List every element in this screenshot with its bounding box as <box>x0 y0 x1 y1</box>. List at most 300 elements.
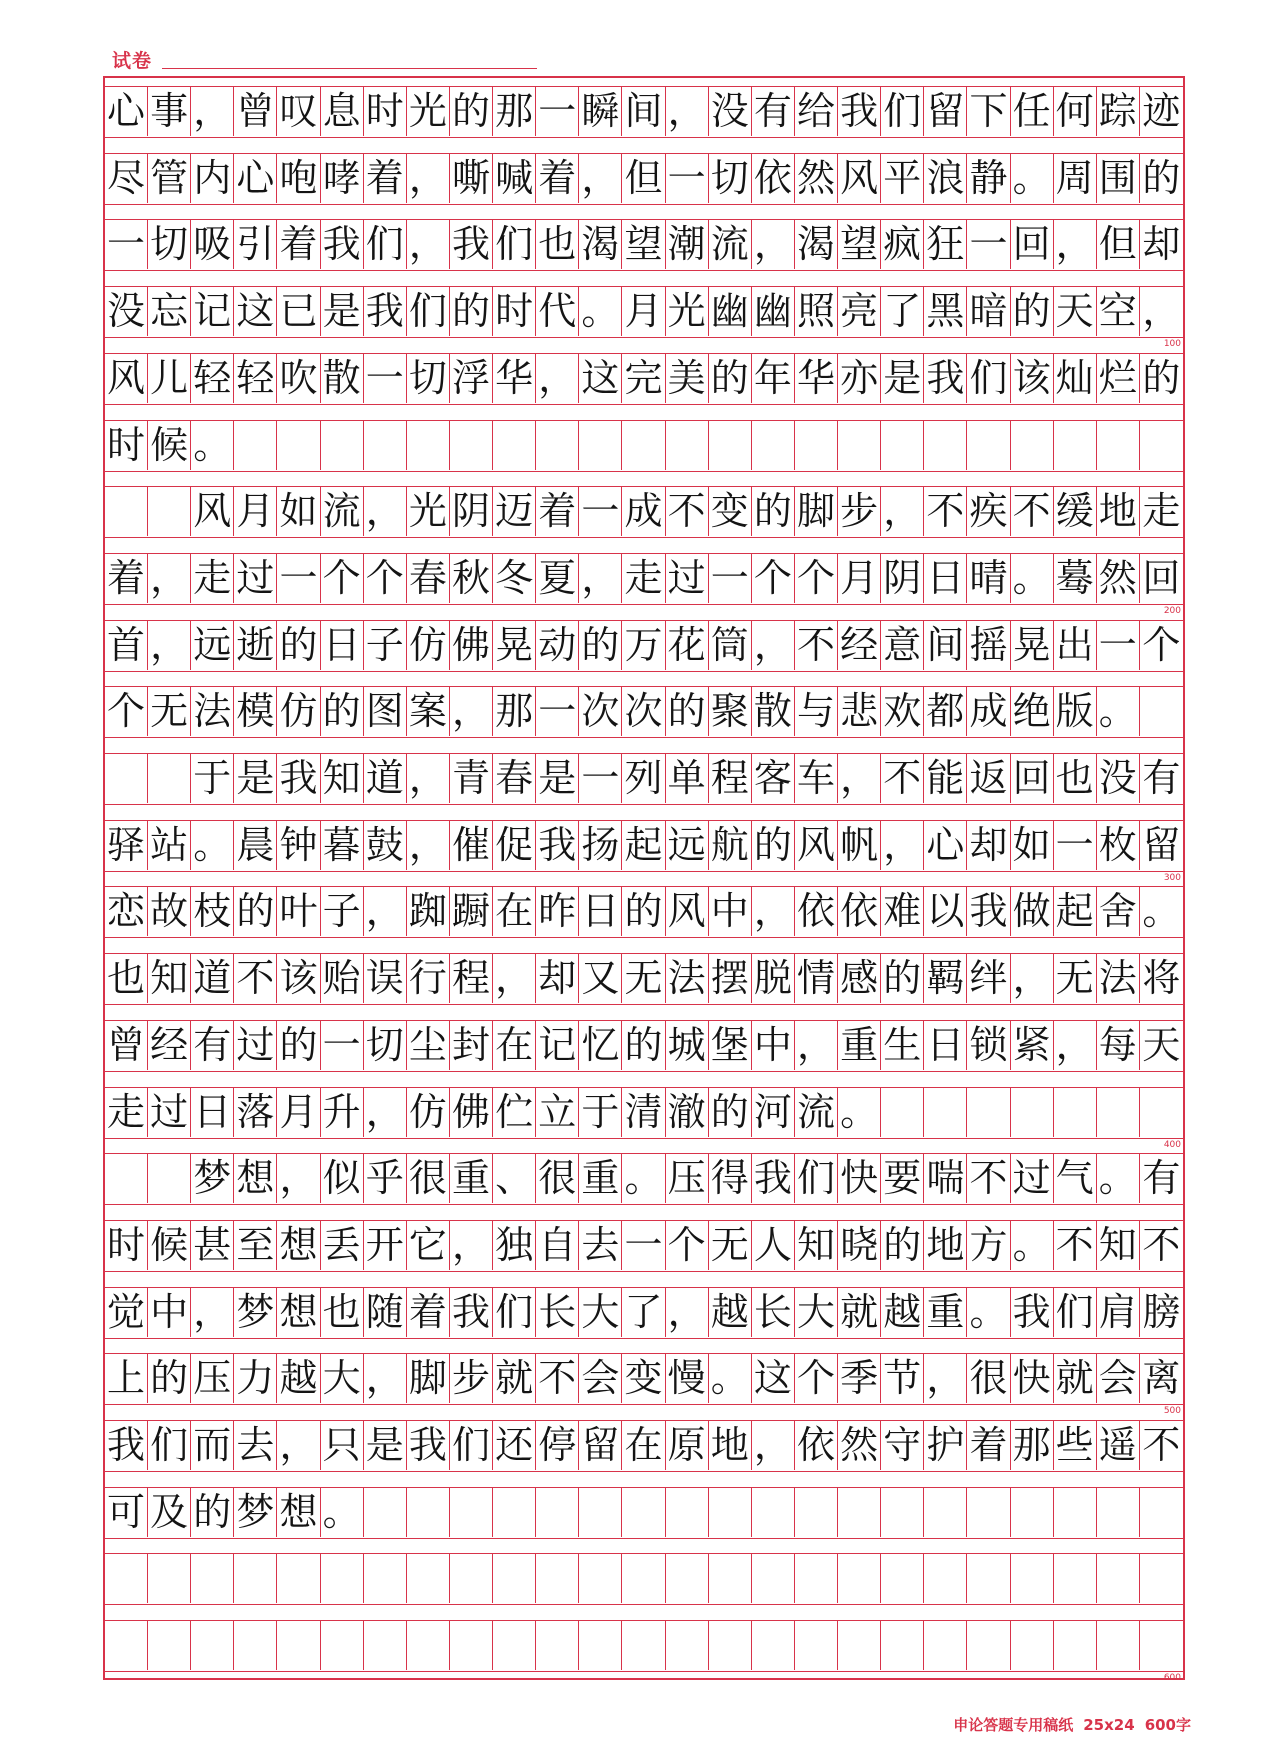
grid-cell: 封 <box>450 1021 493 1070</box>
grid-cell: 的 <box>277 621 320 670</box>
grid-cell: ， <box>277 1421 320 1470</box>
grid-row <box>105 1487 1183 1539</box>
grid-cell: 不 <box>1142 1423 1181 1467</box>
grid-cell <box>364 1488 407 1537</box>
grid-cell: 该 <box>1011 354 1054 403</box>
grid-cell: ， <box>277 1154 320 1203</box>
grid-cell: 日 <box>924 1021 967 1070</box>
paper-footer <box>943 1714 1191 1735</box>
grid-cell: 时 <box>105 421 148 470</box>
grid-cell: 随 <box>364 1288 407 1337</box>
grid-cell: 枝 <box>191 887 234 936</box>
grid-cell <box>881 1621 924 1670</box>
grid-cell: 行 <box>407 954 450 1003</box>
grid-cell <box>1097 1554 1140 1603</box>
grid-row <box>105 753 1183 805</box>
grid-cell: 着 <box>407 1288 450 1337</box>
grid-cell: 我 <box>450 1288 493 1337</box>
grid-cell: 些 <box>1054 1421 1097 1470</box>
grid-cell: 变 <box>709 487 752 536</box>
grid-cell: 青 <box>450 754 493 803</box>
grid-cell: 羁 <box>924 954 967 1003</box>
grid-cell: 生 <box>881 1021 924 1070</box>
grid-cell: ， <box>666 1288 709 1337</box>
grid-cell: 乎 <box>364 1154 407 1203</box>
grid-cell: 代 <box>536 287 579 336</box>
grid-cell: 膀 <box>1142 1289 1181 1334</box>
grid-cell: 不 <box>924 487 967 536</box>
grid-cell: 故 <box>148 887 191 936</box>
grid-cell: 记 <box>191 287 234 336</box>
grid-cell <box>536 1488 579 1537</box>
grid-cell: 是 <box>881 354 924 403</box>
grid-cell: 觉 <box>105 1288 148 1337</box>
grid-cell: 忆 <box>579 1021 622 1070</box>
grid-cell: 脱 <box>752 954 795 1003</box>
grid-cell: ， <box>407 220 450 269</box>
grid-cell: 的 <box>622 887 665 936</box>
grid-cell: 日 <box>321 621 364 670</box>
grid-cell: 着 <box>105 554 148 603</box>
grid-cell: 气 <box>1054 1154 1097 1203</box>
grid-cell <box>924 421 967 470</box>
grid-cell: 个 <box>752 554 795 603</box>
grid-cell: 做 <box>1011 887 1054 936</box>
grid-cell <box>1054 421 1097 470</box>
grid-cell: 个 <box>666 1221 709 1270</box>
grid-cell <box>924 1088 967 1137</box>
grid-cell: 曾 <box>105 1021 148 1070</box>
grid-cell: 日 <box>191 1088 234 1137</box>
grid-cell <box>967 1554 1010 1603</box>
grid-cell <box>1140 1554 1183 1603</box>
grid-cell <box>148 1554 191 1603</box>
grid-cell <box>838 1488 881 1537</box>
grid-cell: 不 <box>967 1154 1010 1203</box>
grid-cell: 切 <box>148 220 191 269</box>
grid-cell: 。 <box>1142 889 1181 934</box>
grid-cell: 季 <box>838 1354 881 1403</box>
grid-cell: 仿 <box>407 621 450 670</box>
grid-cell: 开 <box>364 1221 407 1270</box>
grid-cell: 大 <box>321 1354 364 1403</box>
grid-cell: 。 <box>579 287 622 336</box>
grid-cell: 有 <box>1142 1156 1181 1201</box>
grid-cell: 至 <box>234 1221 277 1270</box>
grid-cell: 我 <box>321 220 364 269</box>
grid-cell: 吹 <box>277 354 320 403</box>
grid-cell: 这 <box>579 354 622 403</box>
grid-cell <box>967 1488 1010 1537</box>
grid-row <box>105 1220 1183 1272</box>
grid-row <box>105 420 1183 472</box>
grid-cell: 尽 <box>105 154 148 203</box>
grid-cell: 阴 <box>450 487 493 536</box>
grid-cell: 儿 <box>148 354 191 403</box>
grid-cell: 梦 <box>234 1488 277 1537</box>
grid-cell: ， <box>364 1088 407 1137</box>
grid-cell: 升 <box>321 1088 364 1137</box>
grid-cell: 晴 <box>967 554 1010 603</box>
grid-cell: 依 <box>838 887 881 936</box>
grid-cell: 我 <box>967 887 1010 936</box>
grid-cell: 然 <box>795 154 838 203</box>
grid-cell: 该 <box>277 954 320 1003</box>
grid-cell: 这 <box>752 1354 795 1403</box>
grid-cell: ， <box>752 887 795 936</box>
grid-cell <box>148 487 191 536</box>
grid-cell: 经 <box>148 1021 191 1070</box>
grid-cell <box>234 1621 277 1670</box>
grid-cell: 潮 <box>666 220 709 269</box>
grid-cell: 月 <box>622 287 665 336</box>
grid-cell: 的 <box>709 1088 752 1137</box>
grid-cell: 出 <box>1054 621 1097 670</box>
grid-cell: 绊 <box>967 954 1010 1003</box>
grid-cell: 航 <box>709 821 752 870</box>
grid-cell: 光 <box>666 287 709 336</box>
grid-cell: 迹 <box>1142 89 1181 133</box>
grid-cell: 过 <box>234 554 277 603</box>
grid-row <box>105 1020 1183 1072</box>
grid-cell: 会 <box>579 1354 622 1403</box>
grid-cell: 是 <box>364 1421 407 1470</box>
grid-cell: 如 <box>277 487 320 536</box>
grid-cell: 年 <box>752 354 795 403</box>
grid-cell: 站 <box>148 821 191 870</box>
grid-cell: 子 <box>321 887 364 936</box>
grid-cell: 回 <box>1011 754 1054 803</box>
grid-cell: 方 <box>967 1221 1010 1270</box>
grid-cell: ， <box>407 821 450 870</box>
grid-cell: 知 <box>1097 1221 1140 1270</box>
grid-cell: 案 <box>407 687 450 736</box>
grid-cell: 远 <box>666 821 709 870</box>
grid-cell: 我 <box>1011 1288 1054 1337</box>
grid-cell: 们 <box>493 220 536 269</box>
word-count-marker: 400 <box>1163 1139 1181 1150</box>
grid-cell: 天 <box>1142 1022 1181 1067</box>
grid-cell <box>493 1554 536 1603</box>
grid-cell: 的 <box>1142 355 1181 400</box>
grid-cell: 知 <box>321 754 364 803</box>
grid-cell <box>536 1554 579 1603</box>
grid-cell: 日 <box>924 554 967 603</box>
grid-row <box>105 1553 1183 1605</box>
grid-cell: 压 <box>191 1354 234 1403</box>
grid-cell: 也 <box>105 954 148 1003</box>
grid-cell: 个 <box>364 554 407 603</box>
grid-cell: 时 <box>493 287 536 336</box>
grid-cell <box>838 421 881 470</box>
grid-cell: 嘶 <box>450 154 493 203</box>
grid-cell: 一 <box>536 687 579 736</box>
grid-cell: 昨 <box>536 887 579 936</box>
grid-cell <box>622 421 665 470</box>
grid-cell: 得 <box>709 1154 752 1203</box>
grid-cell: 周 <box>1054 154 1097 203</box>
grid-cell: ， <box>752 1421 795 1470</box>
grid-cell: 驿 <box>105 821 148 870</box>
grid-cell <box>105 487 148 536</box>
grid-row <box>105 219 1183 271</box>
grid-row <box>105 1620 1183 1672</box>
grid-cell: 一 <box>709 554 752 603</box>
grid-cell <box>1097 1621 1140 1670</box>
grid-cell: 一 <box>579 754 622 803</box>
grid-cell <box>277 1621 320 1670</box>
grid-cell: 内 <box>191 154 234 203</box>
grid-cell: 们 <box>450 1421 493 1470</box>
grid-cell: 每 <box>1097 1021 1140 1070</box>
grid-cell: 日 <box>579 887 622 936</box>
grid-cell: 大 <box>795 1288 838 1337</box>
grid-cell: 阴 <box>881 554 924 603</box>
grid-cell: 黑 <box>924 287 967 336</box>
grid-cell: 慢 <box>666 1354 709 1403</box>
grid-cell: 。 <box>321 1488 364 1537</box>
grid-cell: 咆 <box>277 154 320 203</box>
grid-cell: 不 <box>536 1354 579 1403</box>
grid-cell: 是 <box>536 754 579 803</box>
grid-cell <box>622 1554 665 1603</box>
grid-cell: 脚 <box>795 487 838 536</box>
grid-cell: 于 <box>579 1088 622 1137</box>
grid-cell: 息 <box>321 87 364 136</box>
grid-cell: 情 <box>795 954 838 1003</box>
grid-cell <box>364 1621 407 1670</box>
grid-cell <box>148 1154 191 1203</box>
grid-cell: 而 <box>191 1421 234 1470</box>
grid-cell: 曾 <box>234 87 277 136</box>
grid-cell: 们 <box>1054 1288 1097 1337</box>
grid-cell: 想 <box>277 1288 320 1337</box>
grid-cell: 着 <box>536 487 579 536</box>
grid-cell: 间 <box>622 87 665 136</box>
grid-row <box>105 486 1183 538</box>
grid-cell: 走 <box>1142 489 1181 534</box>
grid-cell: 的 <box>709 354 752 403</box>
grid-cell <box>105 1621 148 1670</box>
grid-cell: 误 <box>364 954 407 1003</box>
grid-cell: 催 <box>450 821 493 870</box>
grid-cell: 地 <box>1097 487 1140 536</box>
grid-cell <box>148 1621 191 1670</box>
grid-cell: 摆 <box>709 954 752 1003</box>
grid-cell: ， <box>579 554 622 603</box>
grid-cell: 一 <box>536 87 579 136</box>
grid-cell: 花 <box>666 621 709 670</box>
grid-cell: 暮 <box>321 821 364 870</box>
paper-header <box>112 46 432 70</box>
grid-cell: 。 <box>1011 154 1054 203</box>
grid-cell <box>881 421 924 470</box>
grid-cell <box>666 1621 709 1670</box>
grid-cell: 还 <box>493 1421 536 1470</box>
grid-cell: 完 <box>622 354 665 403</box>
grid-cell: 个 <box>795 554 838 603</box>
grid-cell: ， <box>1054 220 1097 269</box>
grid-cell: ， <box>795 1021 838 1070</box>
grid-cell <box>709 1488 752 1537</box>
grid-cell: 心 <box>234 154 277 203</box>
grid-cell: 给 <box>795 87 838 136</box>
grid-cell: 候 <box>148 1221 191 1270</box>
grid-cell: 枚 <box>1097 821 1140 870</box>
grid-cell: 能 <box>924 754 967 803</box>
grid-cell: 起 <box>1054 887 1097 936</box>
grid-row <box>105 353 1183 405</box>
grid-cell <box>622 1488 665 1537</box>
grid-cell: 不 <box>1011 487 1054 536</box>
grid-cell: ， <box>881 821 924 870</box>
grid-cell: 流 <box>709 220 752 269</box>
grid-cell: 长 <box>536 1288 579 1337</box>
grid-cell: 节 <box>881 1354 924 1403</box>
grid-cell <box>1054 1488 1097 1537</box>
grid-cell <box>450 1621 493 1670</box>
grid-cell: 留 <box>924 87 967 136</box>
grid-cell: 大 <box>579 1288 622 1337</box>
grid-cell: 的 <box>450 287 493 336</box>
grid-cell: 管 <box>148 154 191 203</box>
grid-cell: 记 <box>536 1021 579 1070</box>
grid-cell: 月 <box>838 554 881 603</box>
grid-cell: 的 <box>881 1221 924 1270</box>
grid-cell <box>536 421 579 470</box>
grid-cell: 摇 <box>967 621 1010 670</box>
grid-cell: 就 <box>1054 1354 1097 1403</box>
grid-cell <box>1097 421 1140 470</box>
grid-cell: 快 <box>1011 1354 1054 1403</box>
grid-cell: 子 <box>364 621 407 670</box>
grid-cell: 紧 <box>1011 1021 1054 1070</box>
grid-cell: 华 <box>795 354 838 403</box>
grid-cell: 着 <box>536 154 579 203</box>
word-count-marker: 200 <box>1163 605 1181 616</box>
grid-cell: 却 <box>967 821 1010 870</box>
grid-cell: 任 <box>1011 87 1054 136</box>
grid-cell: ， <box>364 887 407 936</box>
grid-cell: 护 <box>924 1421 967 1470</box>
grid-cell: 时 <box>364 87 407 136</box>
grid-cell: 们 <box>795 1154 838 1203</box>
grid-cell: 踪 <box>1097 87 1140 136</box>
grid-cell: 回 <box>1142 555 1181 600</box>
grid-cell: 切 <box>364 1021 407 1070</box>
grid-row <box>105 820 1183 872</box>
grid-cell: 次 <box>579 687 622 736</box>
grid-cell: 落 <box>234 1088 277 1137</box>
grid-cell: 着 <box>364 154 407 203</box>
grid-cell: 夏 <box>536 554 579 603</box>
grid-cell <box>881 1088 924 1137</box>
grid-cell <box>881 1488 924 1537</box>
grid-cell: 流 <box>321 487 364 536</box>
grid-cell <box>1054 1621 1097 1670</box>
grid-cell: 扬 <box>579 821 622 870</box>
grid-cell: 过 <box>1011 1154 1054 1203</box>
grid-cell: 步 <box>838 487 881 536</box>
grid-cell: 肩 <box>1097 1288 1140 1337</box>
grid-cell: ， <box>1054 1021 1097 1070</box>
grid-cell: ， <box>666 87 709 136</box>
grid-cell: 风 <box>795 821 838 870</box>
grid-cell: 的 <box>622 1021 665 1070</box>
grid-cell: 独 <box>493 1221 536 1270</box>
grid-row <box>105 286 1183 338</box>
grid-cell: 然 <box>838 1421 881 1470</box>
grid-cell <box>321 1621 364 1670</box>
header-label: 试卷 <box>112 50 153 72</box>
grid-cell: ， <box>752 220 795 269</box>
grid-cell <box>752 1621 795 1670</box>
grid-cell: 忘 <box>148 287 191 336</box>
grid-cell: 留 <box>1142 822 1181 867</box>
grid-cell: 可 <box>105 1488 148 1537</box>
grid-cell <box>579 1488 622 1537</box>
grid-cell: 那 <box>493 87 536 136</box>
grid-cell: 。 <box>1097 1154 1140 1203</box>
grid-cell: ， <box>752 621 795 670</box>
grid-cell: 万 <box>622 621 665 670</box>
grid-cell: 于 <box>191 754 234 803</box>
grid-cell <box>407 1621 450 1670</box>
grid-cell: 渴 <box>579 220 622 269</box>
grid-cell: 迈 <box>493 487 536 536</box>
grid-cell: 晓 <box>838 1221 881 1270</box>
grid-row <box>105 1353 1183 1405</box>
grid-cell <box>666 421 709 470</box>
grid-cell: 我 <box>277 754 320 803</box>
grid-cell: 依 <box>795 887 838 936</box>
grid-cell: 就 <box>493 1354 536 1403</box>
grid-cell: 狂 <box>924 220 967 269</box>
grid-cell: 踟 <box>407 887 450 936</box>
grid-cell: 瞬 <box>579 87 622 136</box>
grid-cell: 筒 <box>709 621 752 670</box>
grid-cell: 清 <box>622 1088 665 1137</box>
grid-cell: 风 <box>666 887 709 936</box>
grid-cell <box>1097 1488 1140 1537</box>
grid-cell: 天 <box>1054 287 1097 336</box>
grid-cell: 着 <box>277 220 320 269</box>
grid-cell <box>666 1554 709 1603</box>
grid-cell <box>795 1488 838 1537</box>
grid-cell: ， <box>191 1288 234 1337</box>
grid-cell: 。 <box>838 1088 881 1137</box>
grid-cell: 佛 <box>450 1088 493 1137</box>
grid-cell: 了 <box>881 287 924 336</box>
grid-cell: 不 <box>666 487 709 536</box>
grid-cell: 重 <box>579 1154 622 1203</box>
grid-cell: 难 <box>881 887 924 936</box>
grid-cell: 哮 <box>321 154 364 203</box>
grid-cell: ， <box>148 621 191 670</box>
grid-cell: 的 <box>148 1354 191 1403</box>
grid-cell: 光 <box>407 87 450 136</box>
grid-cell: 们 <box>364 220 407 269</box>
grid-cell: 喘 <box>924 1154 967 1203</box>
grid-cell: 有 <box>752 87 795 136</box>
grid-cell: 心 <box>924 821 967 870</box>
grid-cell: 暗 <box>967 287 1010 336</box>
grid-cell: 我 <box>924 354 967 403</box>
grid-cell: 去 <box>579 1221 622 1270</box>
grid-cell: 很 <box>407 1154 450 1203</box>
grid-cell <box>407 1488 450 1537</box>
grid-cell: 时 <box>105 1221 148 1270</box>
